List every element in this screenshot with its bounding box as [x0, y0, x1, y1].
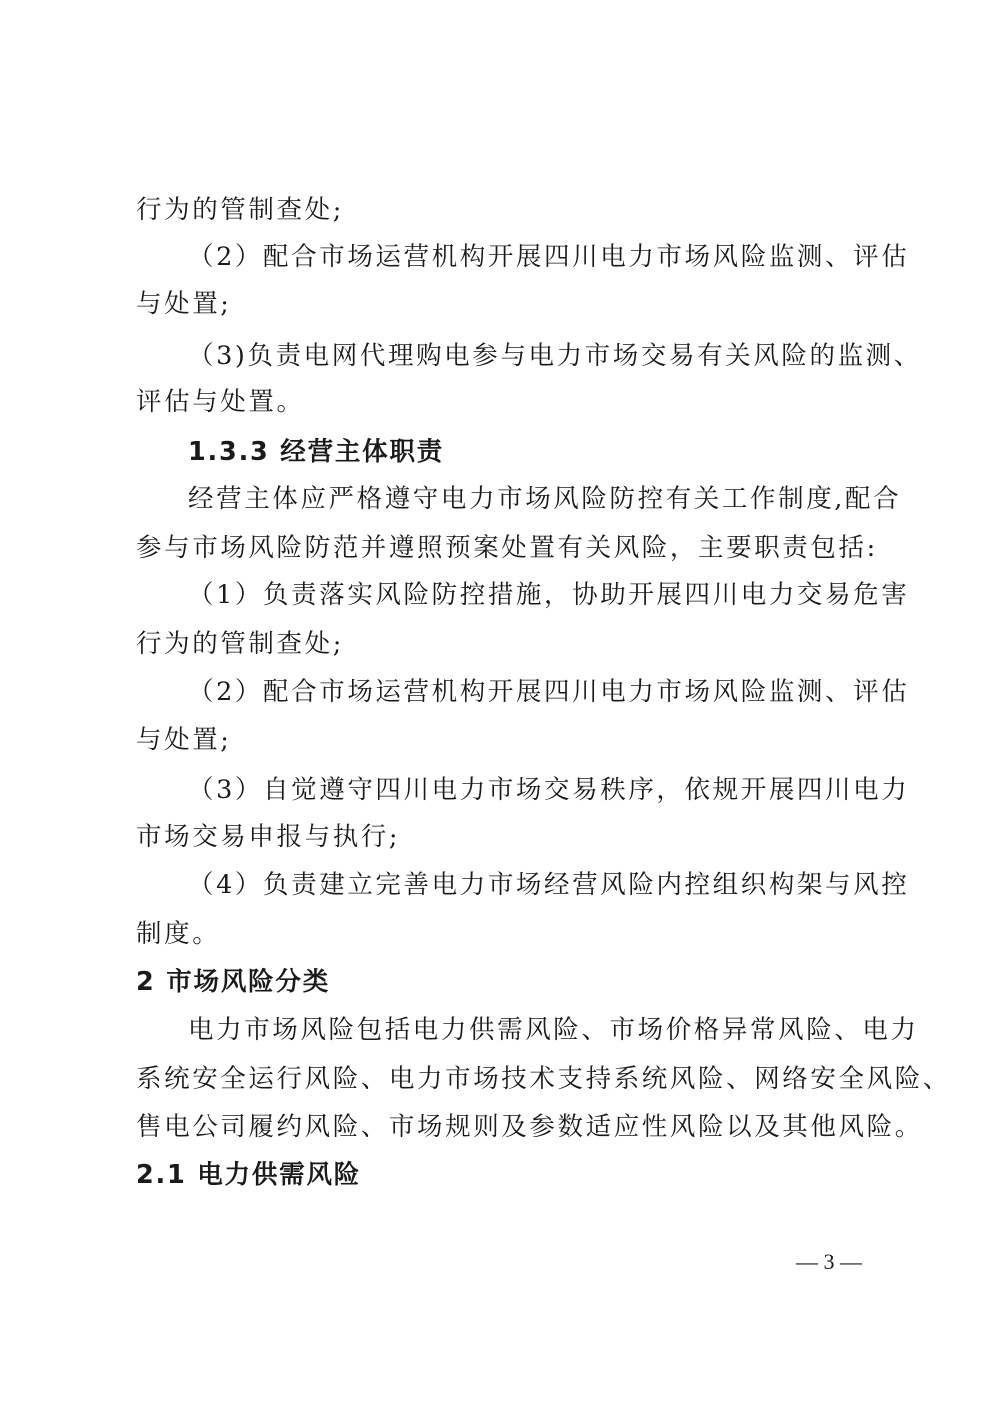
body-line: 制度。	[136, 919, 221, 949]
section-heading-2: 2 市场风险分类	[136, 967, 331, 997]
body-line: 市场交易申报与执行;	[136, 822, 401, 852]
list-item-line: （1）负责落实风险防控措施，协助开展四川电力交易危害	[188, 580, 910, 610]
list-item-line: （4）负责建立完善电力市场经营风险内控组织构架与风控	[188, 870, 910, 900]
body-line: 与处置;	[136, 289, 232, 319]
paragraph-line: 系统安全运行风险、电力市场技术支持系统风险、网络安全风险、	[136, 1064, 951, 1094]
paragraph-line: 电力市场风险包括电力供需风险、市场价格异常风险、电力	[188, 1015, 919, 1045]
paragraph-line: 参与市场风险防范并遵照预案处置有关风险，主要职责包括:	[136, 533, 878, 563]
body-line: 评估与处置。	[136, 387, 305, 417]
paragraph-line: 售电公司履约风险、市场规则及参数适应性风险以及其他风险。	[136, 1112, 923, 1142]
page-number: — 3 —	[796, 1249, 862, 1274]
section-heading-2-1: 2.1 电力供需风险	[136, 1160, 362, 1190]
list-item-line: （3)负责电网代理购电参与电力市场交易有关风险的监测、	[188, 341, 922, 371]
list-item-line: （3）自觉遵守四川电力市场交易秩序，依规开展四川电力	[188, 775, 910, 805]
list-item-line: （2）配合市场运营机构开展四川电力市场风险监测、评估	[188, 242, 910, 272]
body-line: 行为的管制查处;	[136, 195, 344, 225]
list-item-line: （2）配合市场运营机构开展四川电力市场风险监测、评估	[188, 677, 910, 707]
body-line: 行为的管制查处;	[136, 629, 344, 659]
section-heading-1-3-3: 1.3.3 经营主体职责	[188, 437, 445, 467]
paragraph-line: 经营主体应严格遵守电力市场风险防控有关工作制度,配合	[188, 484, 902, 514]
body-line: 与处置;	[136, 725, 232, 755]
